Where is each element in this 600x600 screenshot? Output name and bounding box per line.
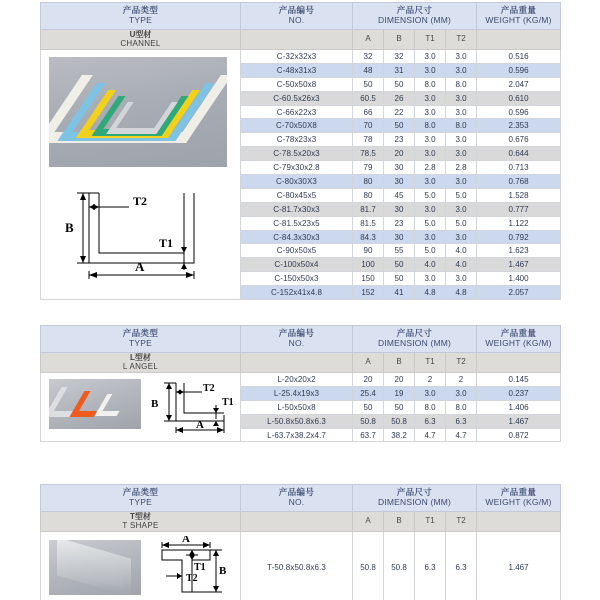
cell-b: 50.8: [384, 532, 415, 600]
cell-weight: 0.872: [477, 428, 561, 442]
cell-b: 50: [384, 400, 415, 414]
subheader-col-a: A: [353, 30, 384, 50]
cell-t2: 3.0: [446, 63, 477, 77]
cell-weight: 1.122: [477, 216, 561, 230]
u-channel-illustration-cell: [41, 50, 241, 300]
cell-no: C-78.5x20x3: [241, 147, 353, 161]
cell-b: 50: [384, 77, 415, 91]
product-type-cn: L型材: [130, 352, 151, 362]
cell-no: L-50.8x50.8x6.3: [241, 414, 353, 428]
cell-no: C-100x50x4: [241, 258, 353, 272]
diagram-label-t1: T1: [194, 562, 206, 573]
cell-t1: 3.0: [415, 386, 446, 400]
cell-no: C-81.5x23x5: [241, 216, 353, 230]
cell-t2: 5.0: [446, 188, 477, 202]
diagram-label-b: B: [151, 398, 159, 410]
cell-t1: 3.0: [415, 202, 446, 216]
header-dimension-en: DIMENSION (MM): [377, 15, 452, 25]
subheader-col-t1: T1: [415, 30, 446, 50]
table-header-row: [41, 485, 561, 512]
cell-b: 45: [384, 188, 415, 202]
cell-b: 30: [384, 230, 415, 244]
subheader-col-t2: T2: [446, 353, 477, 373]
cell-a: 152: [353, 286, 384, 300]
cell-t1: 3.0: [415, 133, 446, 147]
cell-t1: 8.0: [415, 119, 446, 133]
header-no: [241, 485, 353, 512]
table-header-row: [41, 3, 561, 30]
l-angle-diagram: [146, 375, 238, 437]
header-type-en: TYPE: [128, 338, 152, 348]
cell-no: C-84.3x30x3: [241, 230, 353, 244]
cell-b: 50: [384, 272, 415, 286]
cell-no: C-32x32x3: [241, 50, 353, 64]
cell-no: L-50x50x8: [241, 400, 353, 414]
cell-b: 30: [384, 161, 415, 175]
cell-weight: 0.713: [477, 161, 561, 175]
table-subheader-row: [41, 353, 561, 373]
cell-t2: 3.0: [446, 91, 477, 105]
product-type-en: L ANGEL: [122, 361, 159, 371]
diagram-label-t2: T2: [133, 194, 148, 208]
subheader-no-blank: [241, 512, 353, 532]
cell-b: 55: [384, 244, 415, 258]
diagram-label-b: B: [219, 565, 227, 577]
cell-weight: 1.467: [477, 258, 561, 272]
header-dimension: [353, 326, 477, 353]
cell-weight: 1.467: [477, 532, 561, 600]
subheader-col-t2: T2: [446, 30, 477, 50]
header-type-cn: 产品类型: [122, 5, 159, 16]
header-dimension-en: DIMENSION (MM): [377, 338, 452, 348]
cell-no: L-20x20x2: [241, 373, 353, 387]
t-shape-photo: [49, 540, 141, 595]
cell-a: 63.7: [353, 428, 384, 442]
cell-no: C-78x23x3: [241, 133, 353, 147]
header-weight-en: WEIGHT (KG/M): [485, 497, 552, 507]
cell-no: L-25.4x19x3: [241, 386, 353, 400]
cell-t2: 4.7: [446, 428, 477, 442]
diagram-label-b: B: [65, 220, 74, 235]
cell-a: 81.7: [353, 202, 384, 216]
subheader-no-blank: [241, 30, 353, 50]
cell-t2: 3.0: [446, 175, 477, 189]
cell-b: 50: [384, 258, 415, 272]
header-no-cn: 产品编号: [278, 328, 315, 339]
l-angle-body-row: [41, 373, 561, 387]
header-weight-en: WEIGHT (KG/M): [485, 15, 552, 25]
cell-t2: 3.0: [446, 230, 477, 244]
cell-a: 50.8: [353, 414, 384, 428]
t-shape-diagram: [146, 536, 238, 600]
cell-t2: 5.0: [446, 216, 477, 230]
table-subheader-row: [41, 512, 561, 532]
header-type-cn: 产品类型: [122, 487, 159, 498]
cell-weight: 1.467: [477, 414, 561, 428]
cell-weight: 2.057: [477, 286, 561, 300]
cell-t1: 5.0: [415, 216, 446, 230]
cell-b: 22: [384, 105, 415, 119]
cell-weight: 1.400: [477, 272, 561, 286]
cell-t2: 3.0: [446, 202, 477, 216]
cell-t2: 8.0: [446, 400, 477, 414]
cell-weight: 0.596: [477, 63, 561, 77]
cell-no: C-80x30X3: [241, 175, 353, 189]
header-type: [41, 3, 241, 30]
header-weight: [477, 3, 561, 30]
cell-weight: 2.047: [477, 77, 561, 91]
cell-weight: 1.406: [477, 400, 561, 414]
cell-t1: 2.8: [415, 161, 446, 175]
cell-weight: 0.610: [477, 91, 561, 105]
cell-a: 80: [353, 175, 384, 189]
cell-no: C-79x30x2.8: [241, 161, 353, 175]
u-channel-photo: [49, 57, 227, 167]
cell-a: 70: [353, 119, 384, 133]
cell-a: 84.3: [353, 230, 384, 244]
cell-weight: 0.145: [477, 373, 561, 387]
cell-a: 25.4: [353, 386, 384, 400]
cell-no: L-63.7x38.2x4.7: [241, 428, 353, 442]
cell-weight: 0.792: [477, 230, 561, 244]
cell-a: 50: [353, 77, 384, 91]
cell-b: 31: [384, 63, 415, 77]
cell-a: 20: [353, 373, 384, 387]
cell-t2: 3.0: [446, 147, 477, 161]
cell-weight: 2.353: [477, 119, 561, 133]
cell-a: 32: [353, 50, 384, 64]
subheader-type: [41, 353, 241, 373]
cell-t2: 3.0: [446, 386, 477, 400]
header-weight-en: WEIGHT (KG/M): [485, 338, 552, 348]
diagram-label-t2: T2: [186, 573, 198, 584]
cell-a: 78.5: [353, 147, 384, 161]
cell-t1: 3.0: [415, 63, 446, 77]
cell-a: 66: [353, 105, 384, 119]
cell-t2: 8.0: [446, 119, 477, 133]
subheader-col-t2: T2: [446, 512, 477, 532]
u-channel-diagram: [59, 175, 229, 285]
cell-weight: 1.623: [477, 244, 561, 258]
header-type-en: TYPE: [128, 497, 152, 507]
subheader-col-a: A: [353, 512, 384, 532]
table-subheader-row: [41, 30, 561, 50]
header-no-cn: 产品编号: [278, 487, 315, 498]
cell-t2: 4.8: [446, 286, 477, 300]
cell-b: 23: [384, 216, 415, 230]
cell-t1: 3.0: [415, 272, 446, 286]
header-dimension-cn: 产品尺寸: [396, 328, 433, 339]
subheader-col-a: A: [353, 353, 384, 373]
header-dimension-en: DIMENSION (MM): [377, 497, 452, 507]
cell-no: C-50x50x8: [241, 77, 353, 91]
cell-b: 20: [384, 147, 415, 161]
cell-weight: 0.237: [477, 386, 561, 400]
subheader-type: [41, 30, 241, 50]
cell-weight: 0.596: [477, 105, 561, 119]
cell-weight: 0.768: [477, 175, 561, 189]
cell-b: 41: [384, 286, 415, 300]
cell-t2: 4.0: [446, 258, 477, 272]
cell-t1: 3.0: [415, 105, 446, 119]
cell-no: C-66x22x3: [241, 105, 353, 119]
header-dimension: [353, 485, 477, 512]
cell-a: 60.5: [353, 91, 384, 105]
subheader-col-b: B: [384, 512, 415, 532]
cell-t1: 3.0: [415, 230, 446, 244]
cell-t2: 6.3: [446, 532, 477, 600]
cell-a: 90: [353, 244, 384, 258]
cell-b: 32: [384, 50, 415, 64]
t-shape-table: [40, 484, 561, 600]
cell-t2: 2.8: [446, 161, 477, 175]
cell-b: 26: [384, 91, 415, 105]
subheader-col-b: B: [384, 353, 415, 373]
cell-b: 30: [384, 202, 415, 216]
subheader-type: [41, 512, 241, 532]
cell-b: 20: [384, 373, 415, 387]
cell-no: T-50.8x50.8x6.3: [241, 532, 353, 600]
subheader-weight-blank: [477, 30, 561, 50]
cell-b: 30: [384, 175, 415, 189]
cell-no: C-70x50X8: [241, 119, 353, 133]
cell-t1: 2: [415, 373, 446, 387]
diagram-label-a: A: [182, 536, 190, 545]
header-no: [241, 3, 353, 30]
product-type-en: CHANNEL: [120, 38, 161, 48]
cell-b: 50: [384, 119, 415, 133]
cell-weight: 0.516: [477, 50, 561, 64]
l-angle-table: [40, 325, 561, 442]
header-weight-cn: 产品重量: [500, 328, 537, 339]
cell-t2: 8.0: [446, 77, 477, 91]
cell-a: 81.5: [353, 216, 384, 230]
cell-t1: 4.7: [415, 428, 446, 442]
header-dimension: [353, 3, 477, 30]
cell-t1: 3.0: [415, 91, 446, 105]
cell-b: 23: [384, 133, 415, 147]
subheader-weight-blank: [477, 512, 561, 532]
cell-b: 50.8: [384, 414, 415, 428]
l-angle-photo: [49, 379, 141, 429]
cell-no: C-90x50x5: [241, 244, 353, 258]
subheader-col-t1: T1: [415, 353, 446, 373]
cell-t1: 8.0: [415, 400, 446, 414]
cell-t2: 4.0: [446, 244, 477, 258]
cell-t2: 3.0: [446, 50, 477, 64]
cell-t2: 3.0: [446, 272, 477, 286]
cell-t1: 3.0: [415, 50, 446, 64]
header-type: [41, 326, 241, 353]
header-no-en: NO.: [288, 338, 305, 348]
product-type-cn: U型材: [129, 29, 152, 39]
header-weight-cn: 产品重量: [500, 487, 537, 498]
cell-t1: 6.3: [415, 532, 446, 600]
header-weight: [477, 326, 561, 353]
table-header-row: [41, 326, 561, 353]
cell-a: 50: [353, 400, 384, 414]
cell-t1: 8.0: [415, 77, 446, 91]
cell-t1: 4.0: [415, 258, 446, 272]
header-no-en: NO.: [288, 15, 305, 25]
header-type-cn: 产品类型: [122, 328, 159, 339]
cell-a: 48: [353, 63, 384, 77]
u-channel-body-row: [41, 50, 561, 64]
product-type-cn: T型材: [130, 511, 151, 521]
header-weight-cn: 产品重量: [500, 5, 537, 16]
cell-no: C-48x31x3: [241, 63, 353, 77]
diagram-label-a: A: [196, 419, 204, 431]
header-no-cn: 产品编号: [278, 5, 315, 16]
cell-a: 100: [353, 258, 384, 272]
header-dimension-cn: 产品尺寸: [396, 487, 433, 498]
cell-t2: 6.3: [446, 414, 477, 428]
cell-t1: 3.0: [415, 175, 446, 189]
cell-a: 80: [353, 188, 384, 202]
cell-a: 78: [353, 133, 384, 147]
cell-t1: 3.0: [415, 147, 446, 161]
cell-a: 150: [353, 272, 384, 286]
subheader-col-b: B: [384, 30, 415, 50]
header-no: [241, 326, 353, 353]
l-angle-illustration-cell: [41, 373, 241, 442]
cell-weight: 0.644: [477, 147, 561, 161]
cell-t1: 5.0: [415, 244, 446, 258]
t-shape-illustration-cell: [41, 532, 241, 600]
diagram-label-t1: T1: [159, 236, 174, 250]
diagram-label-t1: T1: [222, 397, 234, 408]
header-type: [41, 485, 241, 512]
cell-no: C-81.7x30x3: [241, 202, 353, 216]
cell-t1: 5.0: [415, 188, 446, 202]
cell-t2: 2: [446, 373, 477, 387]
header-weight: [477, 485, 561, 512]
cell-no: C-152x41x4.8: [241, 286, 353, 300]
cell-no: C-80x45x5: [241, 188, 353, 202]
subheader-no-blank: [241, 353, 353, 373]
header-dimension-cn: 产品尺寸: [396, 5, 433, 16]
cell-a: 79: [353, 161, 384, 175]
diagram-label-t2: T2: [203, 383, 215, 394]
header-type-en: TYPE: [128, 15, 152, 25]
cell-t2: 3.0: [446, 105, 477, 119]
cell-t1: 6.3: [415, 414, 446, 428]
subheader-col-t1: T1: [415, 512, 446, 532]
cell-t1: 4.8: [415, 286, 446, 300]
cell-b: 19: [384, 386, 415, 400]
cell-b: 38.2: [384, 428, 415, 442]
cell-a: 50.8: [353, 532, 384, 600]
cell-weight: 1.528: [477, 188, 561, 202]
cell-t2: 3.0: [446, 133, 477, 147]
cell-weight: 0.777: [477, 202, 561, 216]
u-channel-table: [40, 2, 561, 300]
cell-weight: 0.676: [477, 133, 561, 147]
product-type-en: T SHAPE: [122, 520, 159, 530]
diagram-label-a: A: [135, 259, 145, 274]
subheader-weight-blank: [477, 353, 561, 373]
cell-no: C-150x50x3: [241, 272, 353, 286]
cell-no: C-60.5x26x3: [241, 91, 353, 105]
header-no-en: NO.: [288, 497, 305, 507]
t-shape-body-row: [41, 532, 561, 600]
